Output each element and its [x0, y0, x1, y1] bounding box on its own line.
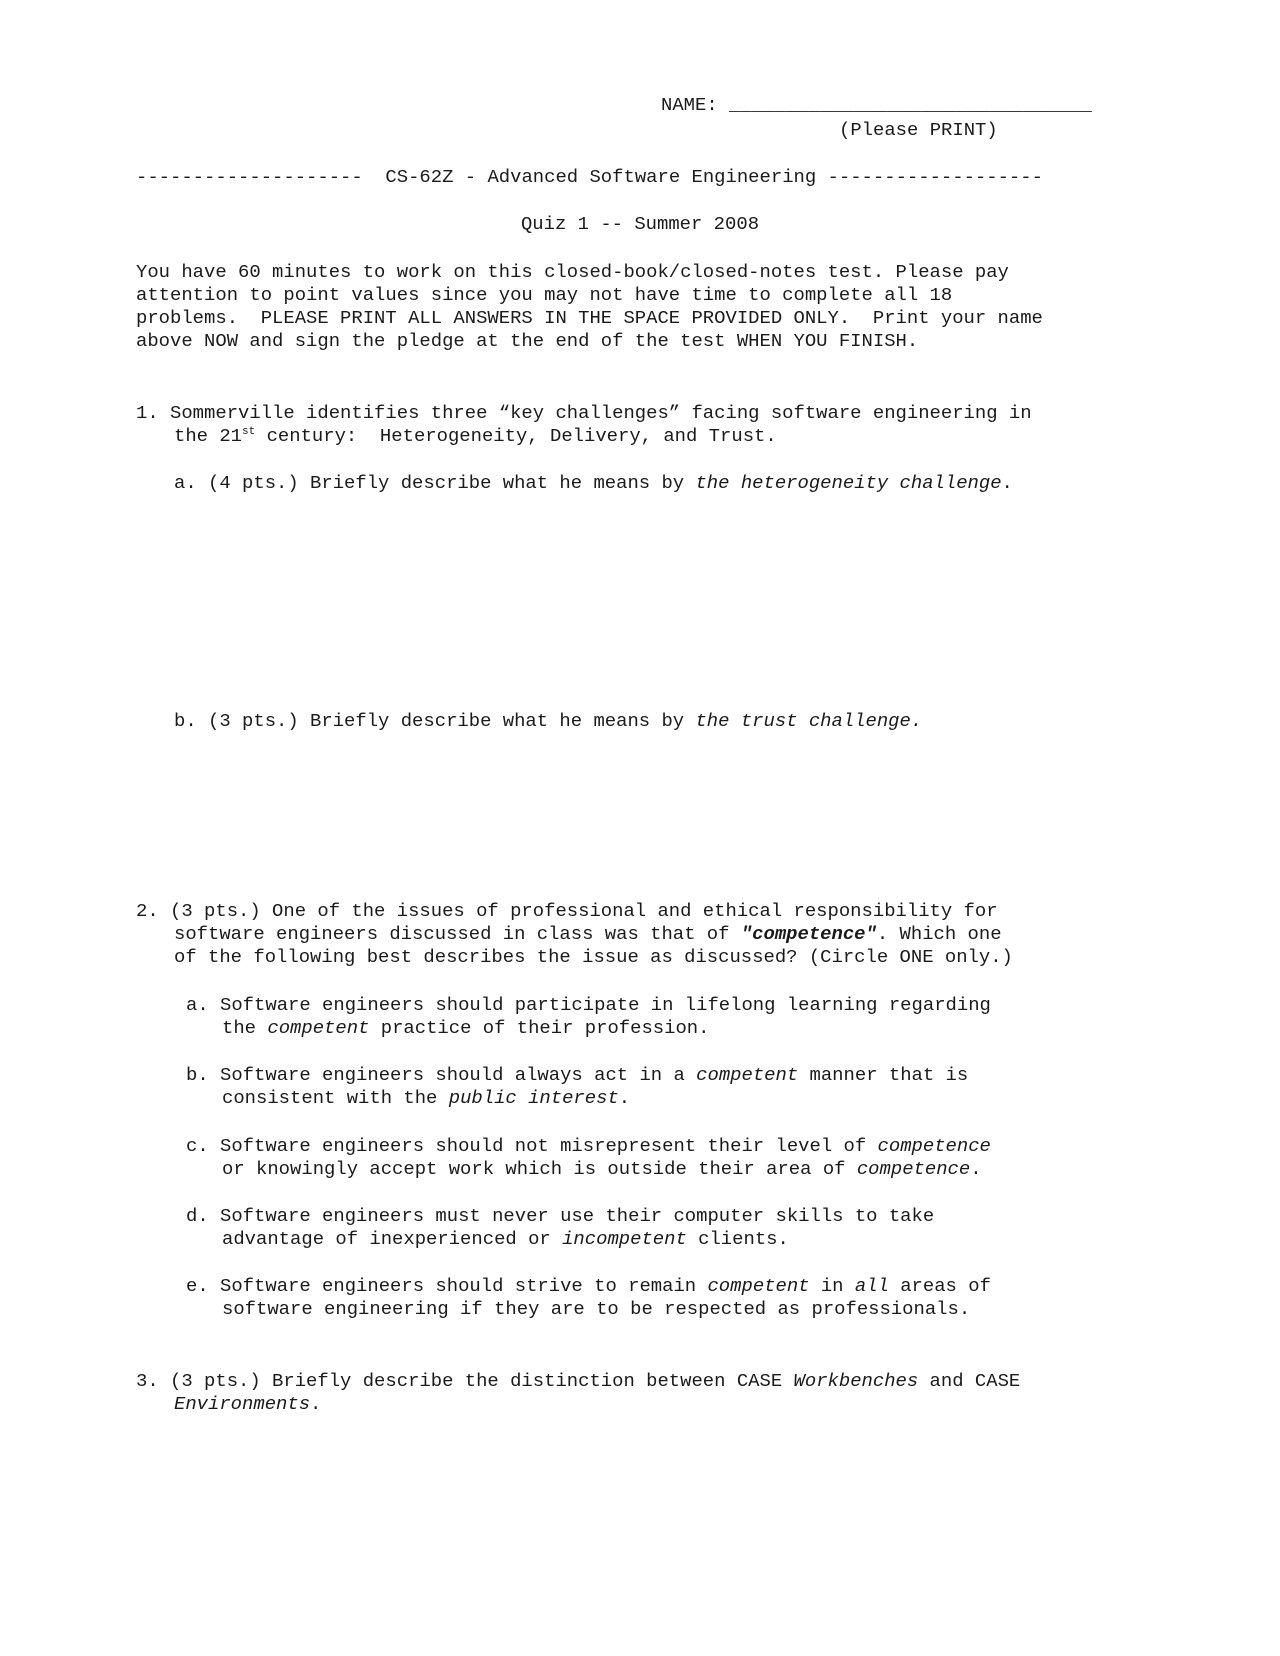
please-print-note: (Please PRINT) — [839, 119, 998, 141]
answer-space-1a[interactable] — [174, 500, 1134, 700]
name-blank-line: ________________________________ — [729, 94, 1092, 116]
question-1a: a. (4 pts.) Briefly describe what he means by the heterogeneity challenge. — [174, 472, 1013, 494]
course-title: CS-62Z - Advanced Software Engineering — [385, 166, 817, 188]
option-c-line: or knowingly accept work which is outside their area of competence. — [222, 1158, 982, 1180]
answer-space-3[interactable] — [174, 1425, 1134, 1625]
instructions-line: problems. PLEASE PRINT ALL ANSWERS IN THE SPACE PROVIDED ONLY. Print your name — [136, 307, 1043, 329]
option-d-line: advantage of inexperienced or incompetent clients. — [222, 1228, 789, 1250]
question-2-text-cont: of the following best describes the issue as discussed? (Circle ONE only.) — [174, 946, 1013, 968]
course-dashes-right: ------------------- — [827, 166, 1043, 188]
question-3-text-cont: Environments. — [174, 1393, 322, 1415]
quiz-title: Quiz 1 -- Summer 2008 — [520, 213, 760, 235]
name-label: NAME: — [661, 94, 718, 116]
competence-term: "competence" — [740, 923, 877, 945]
option-a-line: the competent practice of their profession. — [222, 1017, 710, 1039]
question-1b: b. (3 pts.) Briefly describe what he means by the trust challenge. — [174, 710, 923, 732]
option-e-line: e. Software engineers should strive to remain competent in all areas of — [186, 1275, 991, 1297]
option-c-line: c. Software engineers should not misrepresent their level of competence — [186, 1135, 991, 1157]
instructions-line: You have 60 minutes to work on this closed-book/closed-notes test. Please pay — [136, 261, 1009, 283]
answer-space-1b[interactable] — [174, 740, 1134, 890]
question-1-text: 1. Sommerville identifies three “key challenges” facing software engineering in — [136, 402, 1032, 424]
question-2-text-cont: software engineers discussed in class was that of "competence". Which one — [174, 923, 1002, 945]
course-dashes-left: -------------------- — [136, 166, 363, 188]
option-a-line: a. Software engineers should participate in lifelong learning regarding — [186, 994, 991, 1016]
question-3-text: 3. (3 pts.) Briefly describe the distinction between CASE Workbenches and CASE — [136, 1370, 1021, 1392]
name-field-row — [661, 94, 1092, 117]
instructions-line: above NOW and sign the pledge at the end of the test WHEN YOU FINISH. — [136, 330, 919, 352]
question-2-text: 2. (3 pts.) One of the issues of professional and ethical responsibility for — [136, 900, 998, 922]
ordinal-superscript: st — [242, 426, 256, 438]
course-header — [136, 166, 1043, 189]
option-b-line: b. Software engineers should always act in a competent manner that is — [186, 1064, 969, 1086]
option-b-line: consistent with the public interest. — [222, 1087, 631, 1109]
option-e-line: software engineering if they are to be respected as professionals. — [222, 1298, 971, 1320]
question-1-text-cont: the 21st century: Heterogeneity, Delivery, and Trust. — [174, 425, 777, 447]
instructions-line: attention to point values since you may not have time to complete all 18 — [136, 284, 953, 306]
option-d-line: d. Software engineers must never use their computer skills to take — [186, 1205, 935, 1227]
